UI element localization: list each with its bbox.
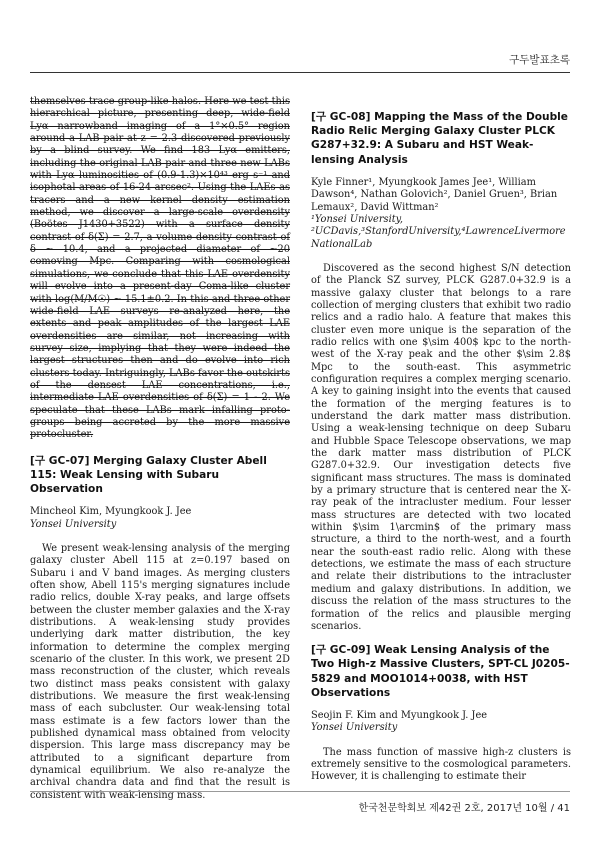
abstract-title: [구 GC-09] Weak Lensing Analysis of the Two High-z Massive Clusters, SPT-CL J0205-5829 and MOO1014+0038, with HST Observations — [311, 644, 570, 699]
abstract-body: We present weak-lensing analysis of the merging galaxy cluster Abell 115 at z=0.197 based on Subaru i and V band images. As merging clusters often show, Abell 115's merging signatures include radio relics, double X-ray peaks, and large offsets between the cluster member galaxies and the X-ray distributions. A weak-lensing study provides underlying dark matter distribution, the key information to determine the complex merging scenario of the cluster. In this work, we present 2D mass reconstruction of the cluster, which reveals two distinct mass peaks consistent with galaxy distributions. We measure the first weak-lensing mass of each subcluster. Our weak-lensing total mass estimate is a few factors lower than the published dynamical mass obtained from velocity dispersion. This large mass discrepancy may be attributed to a significant departure from dynamical equilibrium. We also re-analyze the archival chandra data and find that the result is consistent with weak-lensing mass. — [30, 542, 290, 801]
page-footer-citation: 한국천문학회보 제42권 2호, 2017년 10월 / 41 — [358, 803, 570, 814]
abstract-authors: Mincheol Kim, Myungkook J. Jee — [30, 506, 192, 518]
right-column — [311, 110, 571, 794]
abstract-authors: Kyle Finner¹, Myungkook James Jee¹, William Dawson⁴, Nathan Golovich², Daniel Gruen³, Brian Lemaux², David Wittman² — [311, 176, 558, 213]
abstract-affiliation-1: ¹Yonsei University, — [311, 213, 403, 225]
previous-abstract-continuation: themselves trace group-like halos. Here we test this hierarchical picture, presenting deep, wide-field Lyα narrowband imaging of a 1°×0.5° region around a LAB pair at z = 2.3 discovered previously by a blind survey. We find 183 Lyα emitters, including the original LAB pair and three new LABs with Lyα luminosities of (0.9-1.3)×10⁴³ erg s⁻¹ and isophotal areas of 16-24 arcsec². Using the LAEs as tracers and a new kernel density estimation method, we discover a large-scale overdensity (Boötes J1430+3522) with a surface density contrast of δ(Σ) = 2.7, a volume density contrast of δ ~ 10.4, and a projected diameter of ~20 comoving Mpc. Comparing with cosmological simulations, we conclude that this LAE overdensity will evolve into a present-day Coma-like cluster with log(M/M☉) ~ 15.1±0.2. In this and three other wide-field LAE surveys re-analyzed here, the extents and peak amplitudes of the largest LAE overdensities are similar, not increasing with survey size, implying that they were indeed the largest structures then and do evolve into rich clusters today. Intriguingly, LABs favor the outskirts of the densest LAE concentrations, i.e., intermediate LAE overdensities of δ(Σ) = 1 - 2. We speculate that these LABs mark infalling proto-groups being accreted by the more massive protocluster. — [30, 96, 290, 441]
left-column — [30, 96, 290, 812]
section-label: 구두발표초록 — [509, 54, 570, 66]
abstract-gc-07 — [30, 454, 290, 803]
header-divider — [30, 72, 570, 73]
abstract-affiliation: Yonsei University — [311, 722, 398, 734]
abstract-title: [구 GC-07] Merging Galaxy Cluster Abell 115: Weak Lensing with Subaru Observation — [30, 454, 267, 496]
abstract-body: Discovered as the second highest S/N detection of the Planck SZ survey, PLCK G287.0+32.9 is a massive galaxy cluster that belongs to a rare collection of merging clusters that exhibit two radio relics and a radio halo. A feature that makes this cluster even more unique is the separation of the radio relics with one $\sim 400$ kpc to the north-west of the X-ray peak and the other $\sim 2.8$ Mpc to the south-east. This asymmetric configuration requires a complex merging scenario. A key to gaining insight into the events that caused the formation of the merging features is to understand the dark matter mass distribution. Using a weak-lensing technique on deep Subaru and Hubble Space Telescope observations, we map the dark matter mass distribution of PLCK G287.0+32.9. Our investigation detects five significant mass structures. The mass is dominated by a primary structure that is centered near the X-ray peak of the intracluster medium. Four lesser mass structures are detected with two located within $\sim 1\arcmin$ of the primary mass structure, a third to the north-west, and a fourth near the south-east radio relic. Along with these detections, we estimate the mass of each structure and relate their distributions to the intracluster medium and galaxy distributions. In addition, we discuss the relation of the mass structures to the formation of the relics and plausible merging scenarios. — [311, 262, 571, 632]
abstract-gc-08 — [311, 110, 571, 633]
footer-divider — [30, 791, 570, 792]
abstract-body: The mass function of massive high-z clusters is extremely sensitive to the cosmological parameters. However, it is challenging to estimate their — [311, 746, 571, 783]
abstract-title: [구 GC-08] Mapping the Mass of the Double Radio Relic Merging Galaxy Cluster PLCK G287+32.9: A Subaru and HST Weak-lensing Analysis — [311, 111, 568, 166]
abstract-gc-09 — [311, 643, 571, 784]
abstract-authors: Seojin F. Kim and Myungkook J. Jee — [311, 710, 488, 721]
abstract-affiliation: Yonsei University — [30, 518, 117, 530]
abstract-affiliation-2: ²UCDavis,³StanfordUniversity,⁴LawrenceLivermoreNationalLab — [311, 226, 566, 250]
